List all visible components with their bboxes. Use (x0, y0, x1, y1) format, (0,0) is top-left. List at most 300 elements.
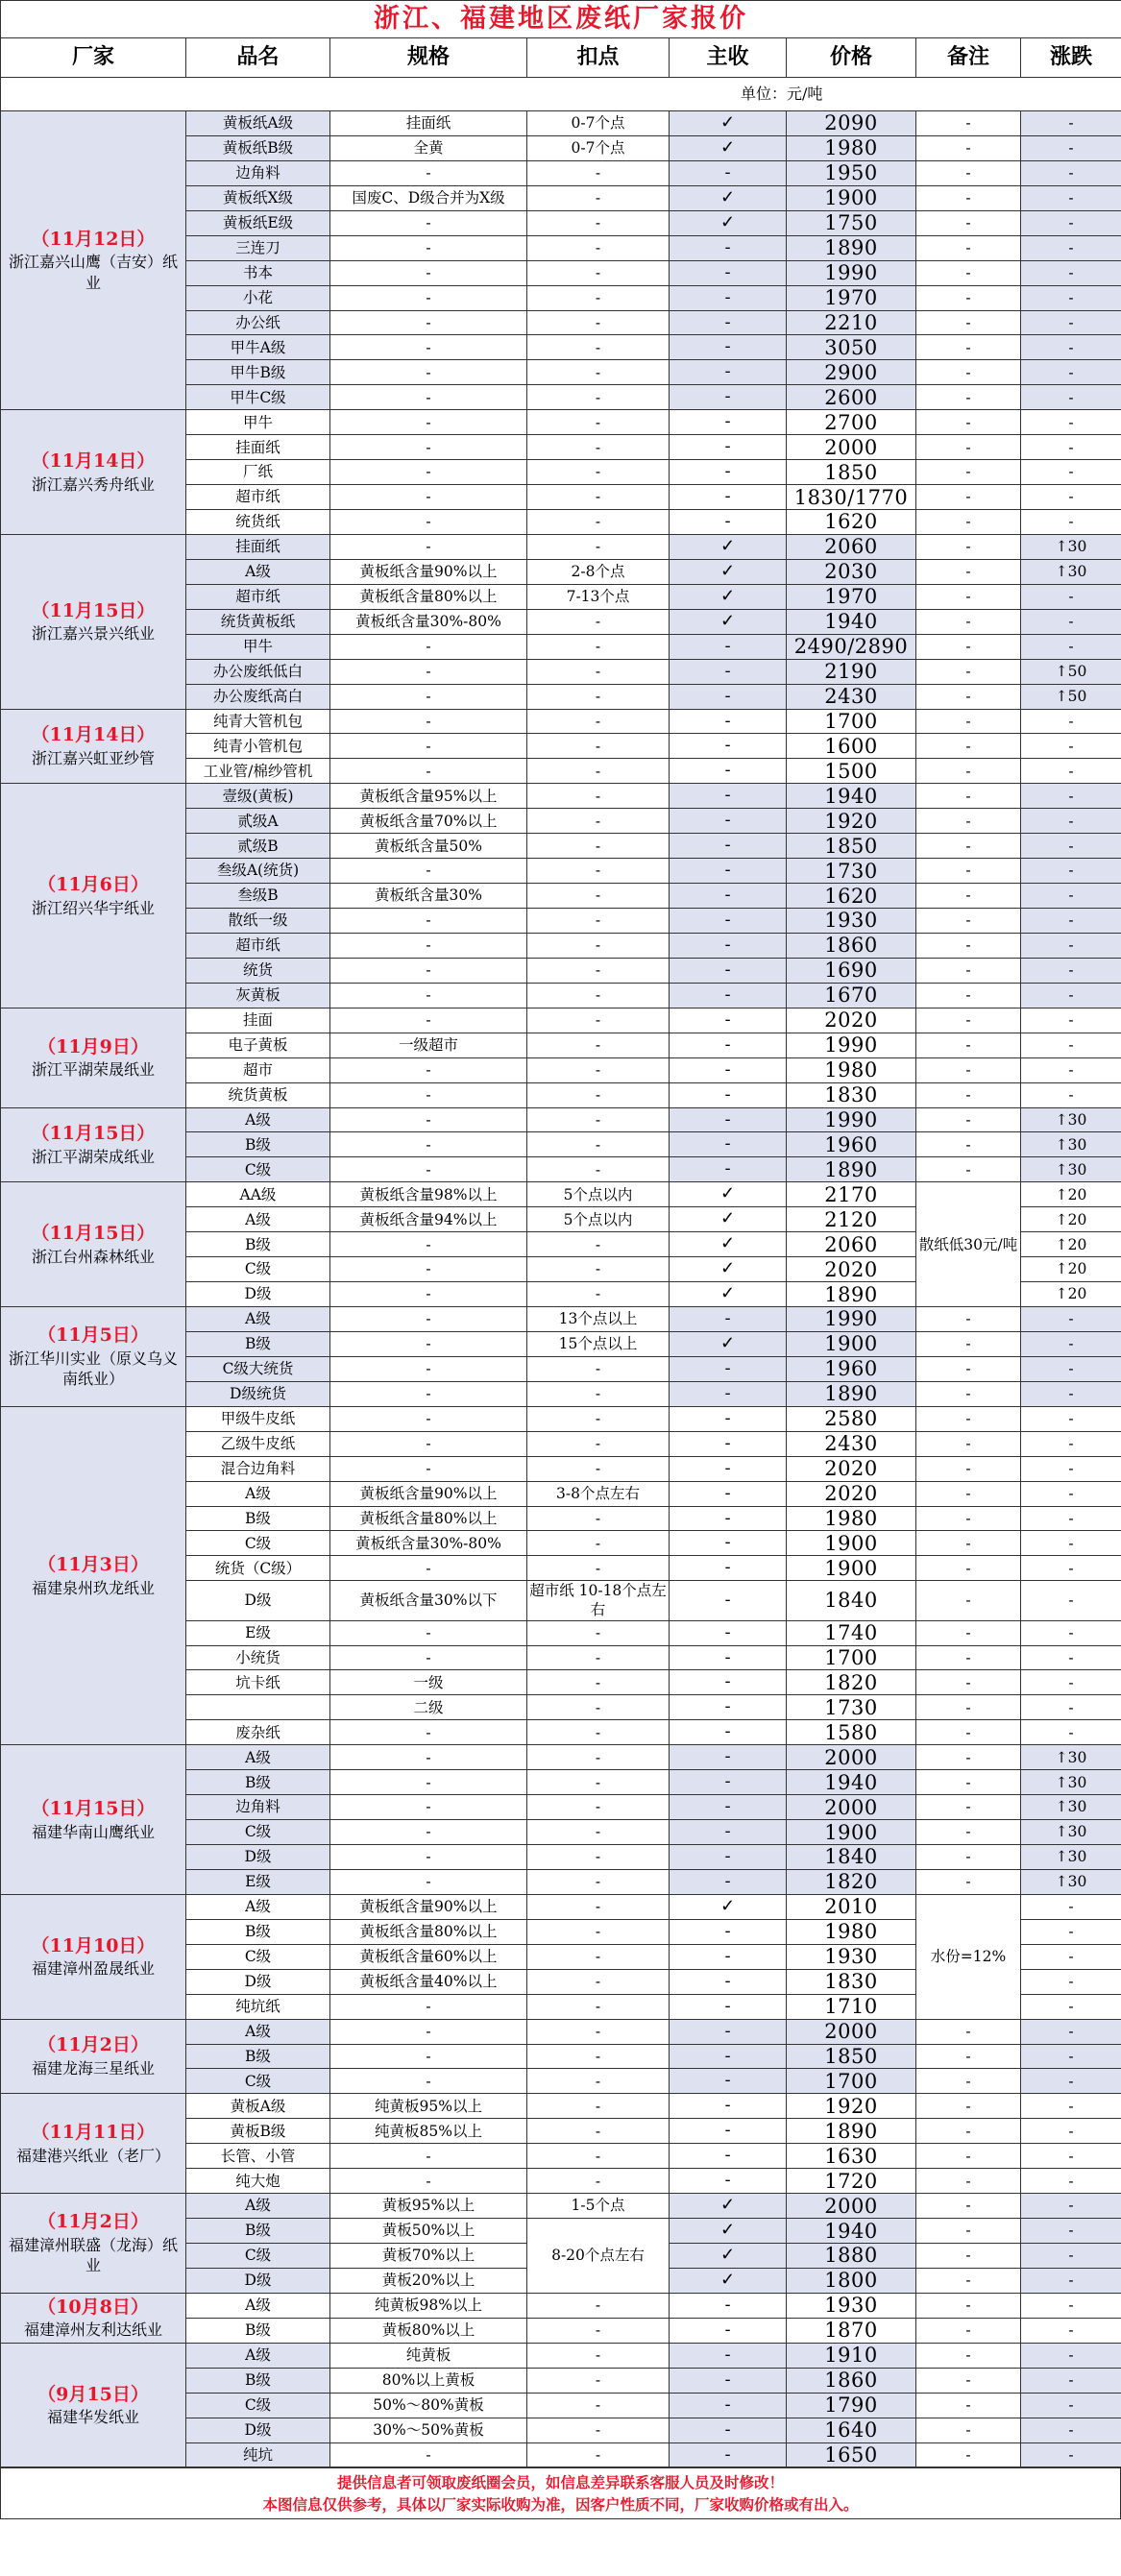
table-row (1, 1182, 1121, 1207)
change: - (1021, 235, 1121, 260)
remark: - (916, 734, 1021, 759)
price: 2000 (787, 1745, 916, 1770)
item-name: D级 (186, 1581, 330, 1620)
remark: - (916, 1531, 1021, 1556)
kou-dian: - (527, 1620, 670, 1645)
spec: 挂面纸 (330, 111, 527, 136)
item-name: D级 (186, 2418, 330, 2442)
zhushou-mark: - (670, 485, 787, 510)
kou-dian: - (527, 1057, 670, 1082)
zhushou-mark: - (670, 1720, 787, 1745)
item-name: 超市纸 (186, 584, 330, 609)
zhushou-mark: ✓ (670, 534, 787, 559)
factory-date: （11月15日） (31, 1223, 156, 1245)
item-name: 纯坑 (186, 2442, 330, 2467)
spec: 全黄 (330, 135, 527, 160)
factory-cell (1, 1008, 186, 1107)
change: - (1021, 2442, 1121, 2467)
kou-dian: - (527, 2293, 670, 2318)
kou-dian: - (527, 1820, 670, 1845)
price: 2190 (787, 659, 916, 684)
spec: 一级超市 (330, 1033, 527, 1057)
kou-dian: 5个点以内 (527, 1207, 670, 1232)
change: - (1021, 884, 1121, 909)
kou-dian: - (527, 485, 670, 510)
price: 1830/1770 (787, 485, 916, 510)
item-name: 办公废纸低白 (186, 659, 330, 684)
change: ↑30 (1021, 1745, 1121, 1770)
spec: - (330, 2442, 527, 2467)
kou-dian: - (527, 1082, 670, 1107)
factory-date: （11月14日） (31, 450, 156, 472)
header-kou: 扣点 (527, 38, 670, 78)
zhushou-mark: - (670, 1107, 787, 1132)
zhushou-mark: ✓ (670, 2268, 787, 2293)
change: - (1021, 2318, 1121, 2343)
factory-name: 浙江嘉兴景兴纸业 (31, 624, 155, 644)
spec: - (330, 1994, 527, 2019)
item-name: AA级 (186, 1182, 330, 1207)
header-spec: 规格 (330, 38, 527, 78)
remark: 水份=12% (916, 1894, 1021, 2019)
remark: - (916, 1670, 1021, 1695)
kou-dian: - (527, 1645, 670, 1670)
change: - (1021, 933, 1121, 958)
change: ↑30 (1021, 1770, 1121, 1795)
zhushou-mark: - (670, 235, 787, 260)
table-row (1, 709, 1121, 734)
change: - (1021, 909, 1121, 934)
remark: - (916, 2069, 1021, 2094)
zhushou-mark: - (670, 1033, 787, 1057)
factory-date: （11月6日） (37, 873, 149, 895)
change: - (1021, 1695, 1121, 1720)
change: - (1021, 709, 1121, 734)
item-name: D级统货 (186, 1381, 330, 1406)
item-name: 长管、小管 (186, 2144, 330, 2169)
zhushou-mark: - (670, 335, 787, 360)
spec: - (330, 1645, 527, 1670)
price: 1950 (787, 160, 916, 185)
zhushou-mark: - (670, 1670, 787, 1695)
item-name: A级 (186, 1745, 330, 1770)
price: 2430 (787, 1431, 916, 1456)
kou-dian: - (527, 1795, 670, 1820)
kou-dian: - (527, 1033, 670, 1057)
remark: - (916, 2368, 1021, 2393)
remark: - (916, 310, 1021, 335)
remark: - (916, 1331, 1021, 1356)
change: ↑20 (1021, 1257, 1121, 1282)
kou-dian: - (527, 1670, 670, 1695)
price: 2060 (787, 534, 916, 559)
zhushou-mark: - (670, 1008, 787, 1033)
factory-cell (1, 1406, 186, 1745)
spec: - (330, 933, 527, 958)
kou-dian: - (527, 684, 670, 709)
zhushou-mark: - (670, 1531, 787, 1556)
change: - (1021, 1969, 1121, 1994)
kou-dian: - (527, 534, 670, 559)
footer-line-1: 提供信息者可领取废纸圈会员，如信息差异联系客服人员及时修改！ (336, 2473, 784, 2492)
change: - (1021, 135, 1121, 160)
kou-dian: - (527, 859, 670, 884)
zhushou-mark: - (670, 2119, 787, 2144)
remark: - (916, 335, 1021, 360)
item-name: D级 (186, 1282, 330, 1307)
zhushou-mark: - (670, 2293, 787, 2318)
price: 1990 (787, 260, 916, 285)
spec: - (330, 759, 527, 784)
change: - (1021, 609, 1121, 634)
remark: - (916, 1033, 1021, 1057)
factory-cell (1, 1745, 186, 1895)
change: - (1021, 2019, 1121, 2044)
change: - (1021, 1720, 1121, 1745)
change: - (1021, 2094, 1121, 2119)
spec: - (330, 360, 527, 385)
change: - (1021, 734, 1121, 759)
remark: - (916, 2194, 1021, 2219)
kou-dian: - (527, 1356, 670, 1381)
factory-cell (1, 709, 186, 784)
item-name: 边角料 (186, 1795, 330, 1820)
remark: 散纸低30元/吨 (916, 1182, 1021, 1307)
price: 2000 (787, 1795, 916, 1820)
change: - (1021, 1620, 1121, 1645)
price: 2430 (787, 684, 916, 709)
remark: - (916, 684, 1021, 709)
price: 1940 (787, 2219, 916, 2244)
kou-dian: - (527, 1506, 670, 1531)
header-change: 涨跌 (1021, 38, 1121, 78)
spec: - (330, 260, 527, 285)
change: - (1021, 1581, 1121, 1620)
remark: - (916, 2343, 1021, 2368)
item-name: C级 (186, 1820, 330, 1845)
spec: - (330, 335, 527, 360)
change: - (1021, 2368, 1121, 2393)
kou-dian: - (527, 2119, 670, 2144)
kou-dian: - (527, 260, 670, 285)
item-name: 超市 (186, 1057, 330, 1082)
factory-date: （9月15日） (37, 2383, 149, 2405)
item-name: A级 (186, 1107, 330, 1132)
change: ↑20 (1021, 1207, 1121, 1232)
remark: - (916, 360, 1021, 385)
price: 2060 (787, 1232, 916, 1257)
change: - (1021, 260, 1121, 285)
item-name (186, 1695, 330, 1720)
remark: - (916, 460, 1021, 485)
zhushou-mark: - (670, 1431, 787, 1456)
item-name: 书本 (186, 260, 330, 285)
zhushou-mark: - (670, 834, 787, 859)
spec: - (330, 1770, 527, 1795)
unit-label: 单位：元/吨 (1, 78, 1121, 111)
kou-dian: - (527, 1869, 670, 1894)
spec: - (330, 310, 527, 335)
item-name: 甲牛 (186, 634, 330, 659)
zhushou-mark: - (670, 2393, 787, 2418)
price: 2600 (787, 385, 916, 410)
price: 2170 (787, 1182, 916, 1207)
factory-date: （11月5日） (37, 1324, 149, 1346)
factory-name: 福建漳州友利达纸业 (23, 2321, 162, 2340)
remark: - (916, 1506, 1021, 1531)
spec: 黄板纸含量70%以上 (330, 809, 527, 834)
kou-dian: - (527, 310, 670, 335)
item-name: D级 (186, 2268, 330, 2293)
item-name: 黄板纸X级 (186, 185, 330, 210)
remark: - (916, 983, 1021, 1008)
remark: - (916, 485, 1021, 510)
remark: - (916, 909, 1021, 934)
table-row (1, 111, 1121, 136)
item-name: 废杂纸 (186, 1720, 330, 1745)
zhushou-mark: - (670, 510, 787, 535)
kou-dian: - (527, 759, 670, 784)
price: 1900 (787, 1331, 916, 1356)
spec: 黄板纸含量40%以上 (330, 1969, 527, 1994)
zhushou-mark: - (670, 285, 787, 310)
factory-name: 浙江华川实业（原义乌义南纸业） (8, 1349, 178, 1389)
factory-cell (1, 2293, 186, 2343)
zhushou-mark: - (670, 2044, 787, 2069)
spec: 黄板纸含量90%以上 (330, 1481, 527, 1506)
change: - (1021, 1944, 1121, 1969)
remark: - (916, 410, 1021, 435)
item-name: 黄板B级 (186, 2119, 330, 2144)
kou-dian: - (527, 460, 670, 485)
price: 1930 (787, 2293, 916, 2318)
price: 2210 (787, 310, 916, 335)
change: - (1021, 2244, 1121, 2269)
price: 2000 (787, 2019, 916, 2044)
remark: - (916, 584, 1021, 609)
zhushou-mark: - (670, 759, 787, 784)
kou-dian: - (527, 1944, 670, 1969)
zhushou-mark: ✓ (670, 2219, 787, 2244)
kou-dian: 5个点以内 (527, 1182, 670, 1207)
kou-dian: - (527, 1919, 670, 1944)
item-name: 壹级(黄板) (186, 784, 330, 809)
factory-date: （11月12日） (31, 228, 156, 250)
change: - (1021, 1057, 1121, 1082)
spec: 黄板纸含量80%以上 (330, 584, 527, 609)
remark: - (916, 1008, 1021, 1033)
zhushou-mark: - (670, 2418, 787, 2442)
zhushou-mark: - (670, 435, 787, 460)
spec: - (330, 1356, 527, 1381)
kou-dian: - (527, 1257, 670, 1282)
item-name: A级 (186, 2293, 330, 2318)
item-name: B级 (186, 1232, 330, 1257)
change: ↑30 (1021, 1820, 1121, 1845)
item-name: D级 (186, 1969, 330, 1994)
table-row (1, 2343, 1121, 2368)
item-name: 办公废纸高白 (186, 684, 330, 709)
price: 2090 (787, 111, 916, 136)
change: - (1021, 2044, 1121, 2069)
spec: - (330, 1720, 527, 1745)
kou-dian: - (527, 1969, 670, 1994)
change: - (1021, 1481, 1121, 1506)
price: 1870 (787, 2318, 916, 2343)
kou-dian: - (527, 958, 670, 983)
price: 1700 (787, 2069, 916, 2094)
item-name: A级 (186, 559, 330, 584)
remark: - (916, 2318, 1021, 2343)
remark: - (916, 709, 1021, 734)
item-name: 超市纸 (186, 485, 330, 510)
price: 1900 (787, 1820, 916, 1845)
price: 1990 (787, 1307, 916, 1332)
kou-dian: - (527, 1556, 670, 1581)
change: - (1021, 634, 1121, 659)
remark: - (916, 160, 1021, 185)
spec: - (330, 2144, 527, 2169)
price: 1690 (787, 958, 916, 983)
spec: 黄板50%以上 (330, 2219, 527, 2244)
price: 1990 (787, 1107, 916, 1132)
kou-dian: - (527, 1132, 670, 1157)
change: - (1021, 1331, 1121, 1356)
price: 1750 (787, 210, 916, 235)
kou-dian: - (527, 2418, 670, 2442)
zhushou-mark: - (670, 2169, 787, 2194)
factory-date: （11月2日） (37, 2211, 149, 2233)
item-name: C级 (186, 1157, 330, 1182)
price: 1890 (787, 1282, 916, 1307)
zhushou-mark: - (670, 709, 787, 734)
change: - (1021, 2418, 1121, 2442)
price: 1860 (787, 933, 916, 958)
table-row (1, 2019, 1121, 2044)
item-name: A级 (186, 1894, 330, 1919)
item-name: 小统货 (186, 1645, 330, 1670)
zhushou-mark: - (670, 1695, 787, 1720)
spec: - (330, 1406, 527, 1431)
item-name: B级 (186, 1919, 330, 1944)
remark: - (916, 385, 1021, 410)
spec: - (330, 2044, 527, 2069)
remark: - (916, 809, 1021, 834)
spec: - (330, 1556, 527, 1581)
kou-dian: - (527, 1745, 670, 1770)
change: - (1021, 1919, 1121, 1944)
zhushou-mark: - (670, 1157, 787, 1182)
price: 1740 (787, 1620, 916, 1645)
zhushou-mark: - (670, 1406, 787, 1431)
zhushou-mark: ✓ (670, 185, 787, 210)
remark: - (916, 2268, 1021, 2293)
remark: - (916, 1645, 1021, 1670)
price: 2020 (787, 1456, 916, 1481)
spec: - (330, 1845, 527, 1870)
price: 2000 (787, 435, 916, 460)
item-name: C级 (186, 2244, 330, 2269)
change: - (1021, 385, 1121, 410)
zhushou-mark: - (670, 310, 787, 335)
kou-dian: - (527, 1894, 670, 1919)
item-name: B级 (186, 1506, 330, 1531)
remark: - (916, 210, 1021, 235)
remark: - (916, 2169, 1021, 2194)
header-price: 价格 (787, 38, 916, 78)
change: - (1021, 1994, 1121, 2019)
item-name: 三连刀 (186, 235, 330, 260)
item-name: B级 (186, 2318, 330, 2343)
factory-date: （11月14日） (31, 724, 156, 746)
item-name: C级 (186, 1944, 330, 1969)
item-name: 工业管/棉纱管机 (186, 759, 330, 784)
change: ↑30 (1021, 559, 1121, 584)
zhushou-mark: - (670, 1645, 787, 1670)
factory-cell (1, 111, 186, 410)
remark: - (916, 609, 1021, 634)
change: - (1021, 1082, 1121, 1107)
zhushou-mark: ✓ (670, 584, 787, 609)
spec: 黄板纸含量80%以上 (330, 1919, 527, 1944)
page-title: 浙江、福建地区废纸厂家报价 (1, 1, 1121, 38)
item-name: 叁级A(统货) (186, 859, 330, 884)
price: 1940 (787, 609, 916, 634)
spec: - (330, 510, 527, 535)
item-name: 甲牛B级 (186, 360, 330, 385)
change: ↑20 (1021, 1182, 1121, 1207)
remark: - (916, 1356, 1021, 1381)
item-name: 黄板纸E级 (186, 210, 330, 235)
remark: - (916, 859, 1021, 884)
kou-dian: - (527, 2393, 670, 2418)
factory-name: 浙江平湖荣成纸业 (31, 1147, 155, 1166)
remark: - (916, 1845, 1021, 1870)
remark: - (916, 1556, 1021, 1581)
remark: - (916, 285, 1021, 310)
zhushou-mark: - (670, 260, 787, 285)
kou-dian: - (527, 2094, 670, 2119)
item-name: E级 (186, 1869, 330, 1894)
zhushou-mark: - (670, 884, 787, 909)
spec: 50%～80%黄板 (330, 2393, 527, 2418)
item-name: 乙级牛皮纸 (186, 1431, 330, 1456)
remark: - (916, 135, 1021, 160)
table-row (1, 534, 1121, 559)
remark: - (916, 933, 1021, 958)
change: - (1021, 2069, 1121, 2094)
change: - (1021, 2219, 1121, 2244)
zhushou-mark: - (670, 1620, 787, 1645)
price: 1670 (787, 983, 916, 1008)
kou-dian: - (527, 2069, 670, 2094)
zhushou-mark: - (670, 1820, 787, 1845)
zhushou-mark: - (670, 2094, 787, 2119)
zhushou-mark: - (670, 1082, 787, 1107)
kou-dian: - (527, 2044, 670, 2069)
zhushou-mark: - (670, 958, 787, 983)
item-name: 小花 (186, 285, 330, 310)
zhushou-mark: - (670, 1944, 787, 1969)
change: - (1021, 1381, 1121, 1406)
zhushou-mark: - (670, 1307, 787, 1332)
price: 2700 (787, 410, 916, 435)
zhushou-mark: - (670, 1745, 787, 1770)
remark: - (916, 1481, 1021, 1506)
factory-cell (1, 410, 186, 535)
price: 1860 (787, 2368, 916, 2393)
change: - (1021, 1506, 1121, 1531)
